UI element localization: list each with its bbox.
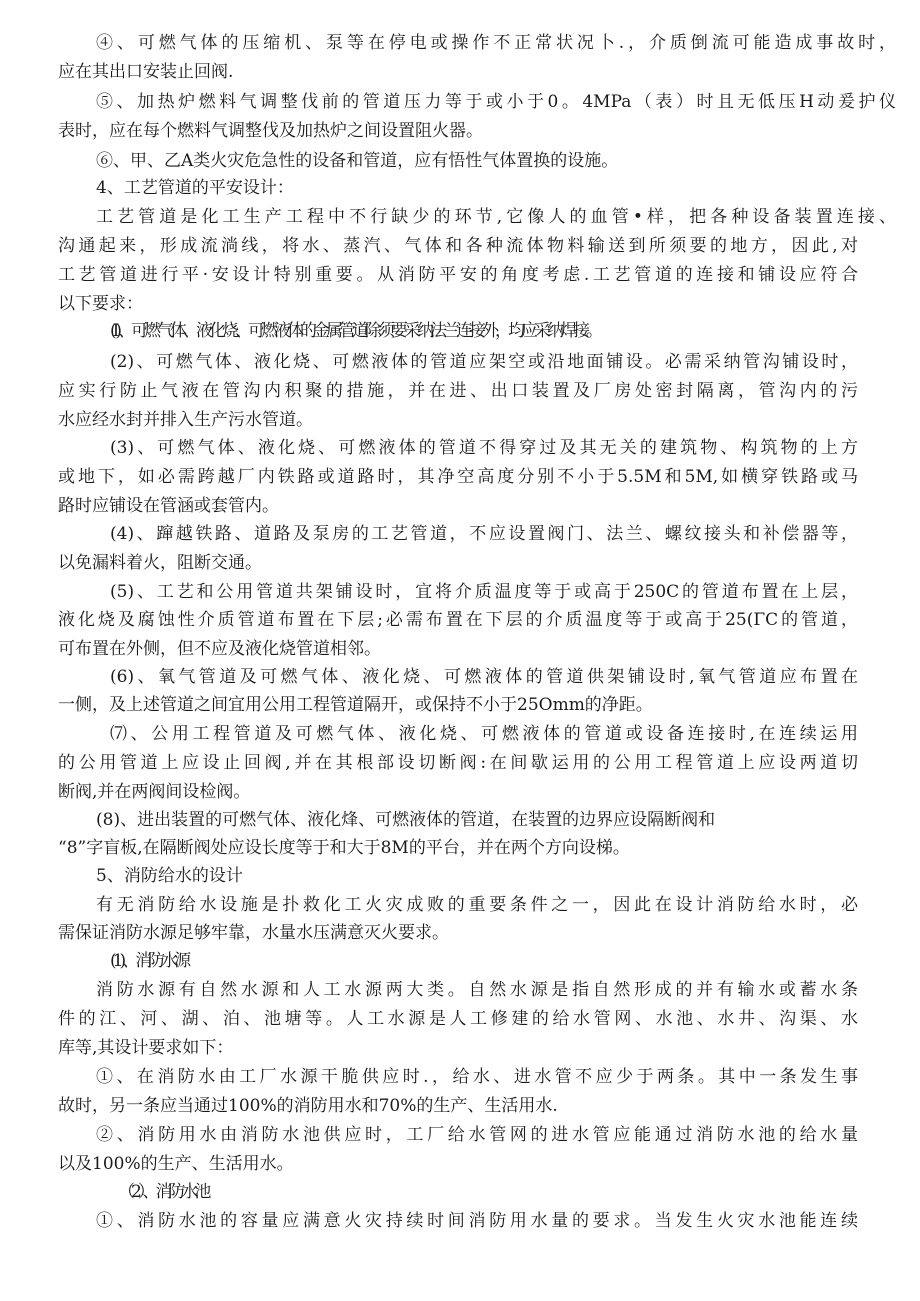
paragraph-line: ④、可燃气体的压缩机、泵等在停电或操作不正常状况卜.，介质倒流可能造成事故时， [96,33,896,53]
paragraph-line: 故时，另一条应当通过100%的消防用水和70%的生产、生活用水. [58,1096,558,1116]
paragraph-line: 应在其出口安装止回阀. [58,62,234,82]
paragraph-line: 或地下，如必需跨越厂内铁路或道路时，其净空高度分别不小于5.5M和5M,如横穿铁路或马 [58,467,858,487]
paragraph-line: ②、消防用水由消防水池供应时，工厂给水管网的进水管应能通过消防水池的给水量 [96,1125,858,1145]
list-item-line: (4)、蹿越铁路、道路及泵房的工艺管道，不应设置阀门、法兰、螺纹接头和补偿器等， [110,524,858,544]
paragraph-line: 水应经水封并排入生产污水管道。 [58,410,313,430]
paragraph-line: 库等,其设计要求如下： [58,1038,234,1058]
paragraph-line: 以及100%的生产、生活用水。 [58,1154,294,1174]
paragraph-line: 路时应铺设在管涵或套管内。 [58,496,279,516]
paragraph-line: ①、消防水池的容量应满意火灾持续时间消防用水量的要求。当发生火灾水池能连续 [96,1211,858,1231]
section-heading: 5、消防给水的设计 [96,866,243,886]
paragraph-line: 沟通起来，形成流淌线，将水、蒸汽、气体和各种流体物料输送到所须要的地方，因此,对 [58,236,858,256]
list-item-line: (6)、氧气管道及可燃气体、液化烧、可燃液体的管道供架铺设时,氧气管道应布置在 [110,667,858,687]
paragraph-line: “8”字盲板,在隔断阀处应设长度等于和大于8M的平台，并在两个方向设梯。 [58,838,630,858]
paragraph-line: 以免漏料着火，阻断交通。 [58,553,262,573]
paragraph-line: 件的江、河、湖、泊、池塘等。人工水源是人工修建的给水管网、水池、水井、沟渠、水 [58,1009,858,1029]
paragraph-line: 需保证消防水源足够牢靠，水量水压满意灭火要求。 [58,923,449,943]
paragraph-line: 工艺管道进行平·安设计特别重要。从消防平安的角度考虑.工艺管道的连接和铺设应符合 [58,265,858,285]
list-item-line: ⑺、公用工程管道及可燃气体、液化烧、可燃液体的管道或设备连接时,在连续运用 [110,724,858,744]
list-item-line: (2)、可燃气体、液化烧、可燃液体的管道应架空或沿地面铺设。必需采纳管沟铺设时， [110,352,858,372]
paragraph-line: 有无消防给水设施是扑救化工火灾成败的重要条件之一，因此在设计消防给水时，必 [96,895,858,915]
paragraph-line: 一侧，及上述管道之间宜用公用工程管道隔开，或保持不小于25Omm的净距。 [58,695,653,715]
paragraph-line: 表时，应在每个燃料气调整伐及加热炉之间设置阻火器。 [58,121,483,141]
list-item-line: (8)、进出装置的可燃气体、液化烽、可燃液体的管道，在装置的边界应设隔断阀和 [96,810,716,830]
list-item-line: (5)、工艺和公用管道共架铺设时，宜将介质温度等于或高于250C的管道布置在上层， [110,582,858,602]
paragraph-line: 应实行防止气液在管沟内积聚的措施，并在进、出口装置及厂房处密封隔离，管沟内的污 [58,381,858,401]
paragraph-line: 液化烧及腐蚀性介质管道布置在下层;必需布置在下层的介质温度等于或高于25(ΓC的管道， [58,610,858,630]
subsection-heading: (1)、消防水源 [110,951,188,971]
paragraph-line: 以下要求： [58,294,143,314]
paragraph-line: 的公用管道上应设止回阀,并在其根部设切断阀:在间歇运用的公用工程管道上应设两道切 [58,753,858,773]
section-heading: 4、工艺管道的平安设计： [96,178,294,198]
paragraph-line: 断阀,并在两阀间设检阀。 [58,782,251,802]
list-item-line: (3)、可燃气体、液化烧、可燃液体的管道不得穿过及其无关的建筑物、构筑物的上方 [110,438,858,458]
subsection-heading: （2）、消防水池 [118,1182,208,1202]
paragraph-line: ⑥、甲、乙A类火灾危急性的设备和管道，应有悟性气体置换的设施。 [96,151,619,171]
paragraph-line: 消防水源有自然水源和人工水源两大类。自然水源是指自然形成的并有输水或蓄水条 [96,980,858,1000]
paragraph-line: ⑤、加热炉燃料气调整伐前的管道压力等于或小于0。4MPa（表）时且无低压H动爰护仪 [96,92,896,112]
paragraph-line: 工艺管道是化工生产工程中不行缺少的环节,它像人的血管•样，把各种设备装置连接、 [96,207,896,227]
paragraph-line: 可布置在外侧，但不应及液化烧管道相邻。 [58,639,381,659]
list-item-line: (I)、可燃气体、液化烧、可燃液体的金属管道除须要采纳法兰连接外，均应采纳焊接。 [110,321,599,341]
paragraph-line: ①、在消防水由工厂水源干脆供应时.，给水、进水管不应少于两条。其中一条发生事 [96,1067,858,1087]
